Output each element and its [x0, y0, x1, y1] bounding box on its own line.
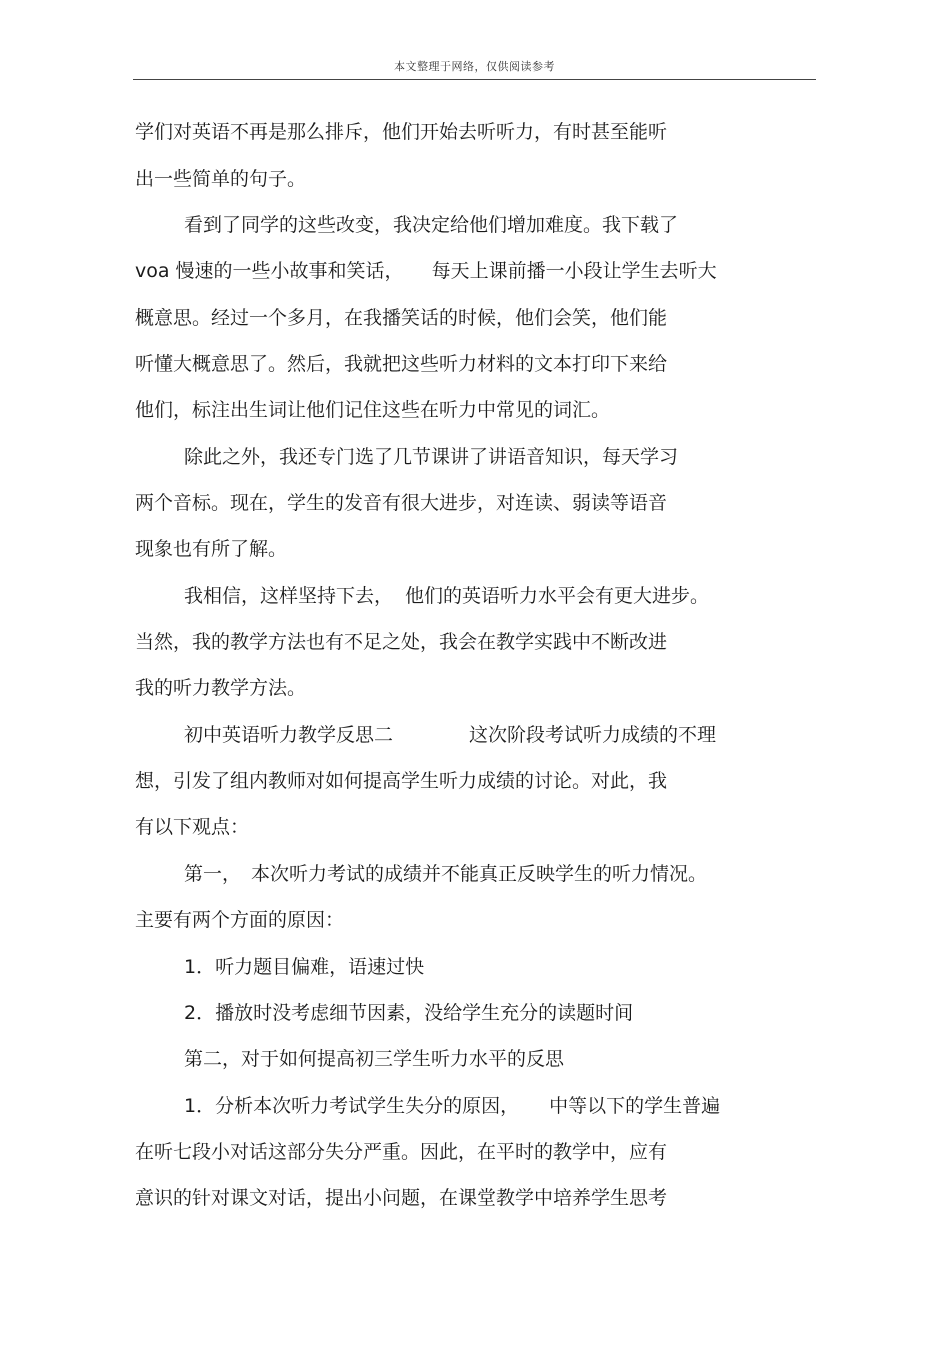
- text-segment: 他们的英语听力水平会有更大进步。: [405, 585, 710, 607]
- text-segment: 每天上课前播一小段让学生去听大: [431, 260, 717, 282]
- text-line: 学们对英语不再是那么排斥，他们开始去听听力，有时甚至能听: [135, 121, 668, 143]
- text-segment: 1．分析本次听力考试学生失分的原因，: [184, 1095, 520, 1117]
- text-line: 我的听力教学方法。: [135, 677, 307, 699]
- text-line: 听懂大概意思了。然后，我就把这些听力材料的文本打印下来给: [135, 353, 668, 375]
- text-line: 出一些简单的句子。: [135, 168, 307, 190]
- list-item: 1．听力题目偏难，语速过快: [184, 956, 425, 978]
- paragraph-start: 第二，对于如何提高初三学生听力水平的反思: [184, 1048, 565, 1070]
- text-line: 主要有两个方面的原因：: [135, 909, 345, 931]
- text-segment: 本次听力考试的成绩并不能真正反映学生的听力情况。: [251, 863, 708, 885]
- text-line: [135, 259, 717, 283]
- text-line: 他们，标注出生词让他们记住这些在听力中常见的词汇。: [135, 399, 611, 421]
- page-header: 本文整理于网络，仅供阅读参考: [394, 60, 555, 73]
- text-line: 现象也有所了解。: [135, 538, 288, 560]
- text-line: 当然，我的教学方法也有不足之处，我会在教学实践中不断改进: [135, 631, 668, 653]
- paragraph-start: 看到了同学的这些改变，我决定给他们增加难度。我下载了: [184, 214, 679, 236]
- header-divider: [133, 79, 816, 80]
- text-segment: 我相信，这样坚持下去，: [184, 585, 394, 607]
- list-item: [184, 1094, 720, 1118]
- paragraph-start: [184, 723, 716, 747]
- paragraph-start: [184, 862, 707, 886]
- text-segment: 这次阶段考试听力成绩的不理: [469, 724, 717, 746]
- text-line: 有以下观点：: [135, 816, 250, 838]
- text-segment: voa 慢速的一些小故事和笑话，: [135, 260, 404, 282]
- list-item: 2．播放时没考虑细节因素，没给学生充分的读题时间: [184, 1002, 634, 1024]
- text-line: 想，引发了组内教师对如何提高学生听力成绩的讨论。对此，我: [135, 770, 668, 792]
- text-segment: 第一，: [184, 863, 242, 885]
- text-line: 两个音标。现在，学生的发音有很大进步，对连读、弱读等语音: [135, 492, 668, 514]
- text-line: 在听七段小对话这部分失分严重。因此，在平时的教学中，应有: [135, 1141, 668, 1163]
- section-title: 初中英语听力教学反思二: [184, 724, 394, 746]
- paragraph-start: 除此之外，我还专门选了几节课讲了讲语音知识，每天学习: [184, 446, 679, 468]
- text-line: 概意思。经过一个多月，在我播笑话的时候，他们会笑，他们能: [135, 307, 668, 329]
- text-line: 意识的针对课文对话，提出小问题，在课堂教学中培养学生思考: [135, 1187, 668, 1209]
- paragraph-start: [184, 584, 709, 608]
- text-segment: 中等以下的学生普遍: [549, 1095, 721, 1117]
